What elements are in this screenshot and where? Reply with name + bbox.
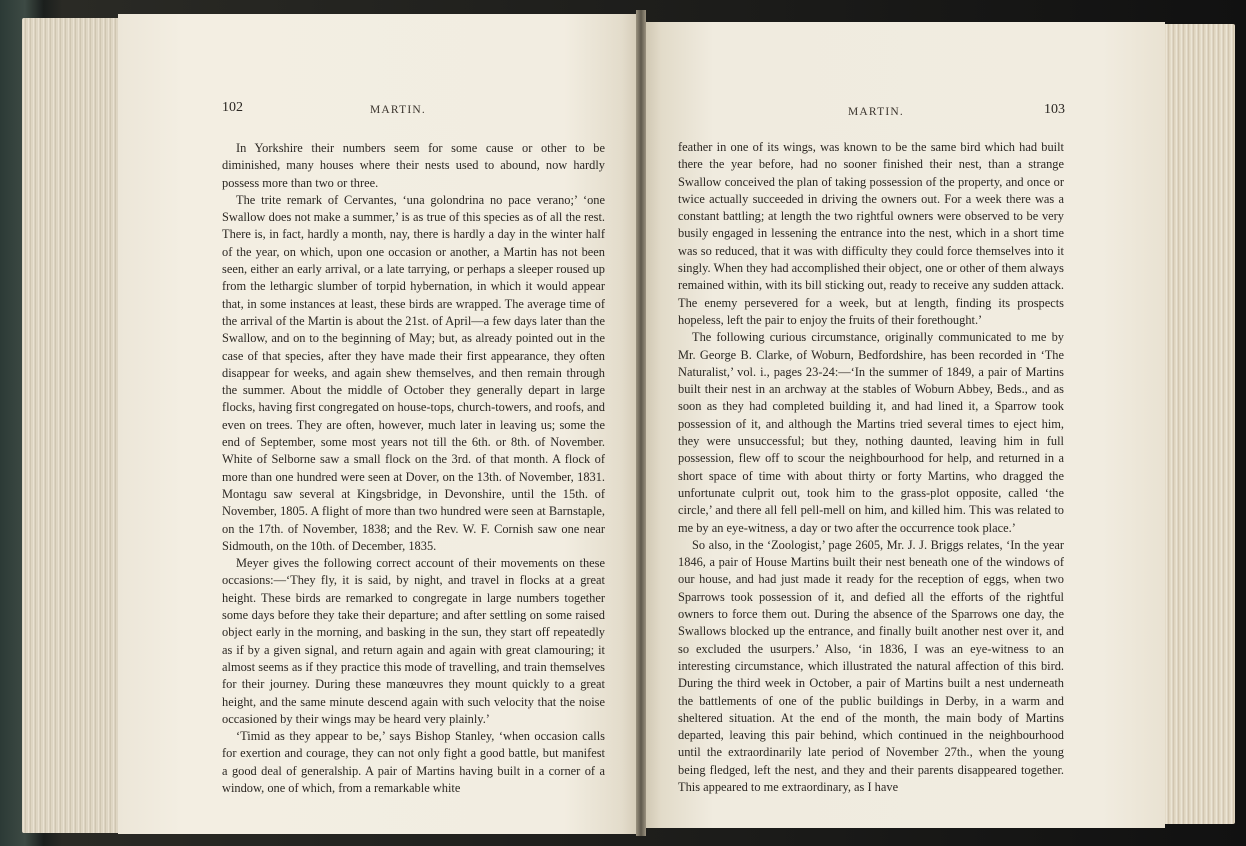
book-gutter <box>636 10 646 836</box>
paragraph: The following curious circumstance, originally communicated to me by Mr. George B. Clarke, of Woburn, Bedfordshire, has been recorded in ‘The Naturalist,’ vol. i., pages 23-24:—‘In the summer of 1849, a pair of Martins built their nest in an archway at the stables of Woburn Abbey, Beds., and as soon as they had completed building it, and had lined it, a Sparrow took possession of it, and although the Martins tried several times to eject him, they were unsuccessful; but they, nothing daunted, leaving him in full possession, flew off to scour the neighbourhood for help, and returned in a short space of time with about thirty or forty Martins, who dragged the unfortunate culprit out, took him to the grass-plot opposite, called ‘the circle,’ and there all fell pell-mell on him, and killed him. This was related to me by an eye-witness, a day or two after the occurrence took place.’ <box>678 330 1064 535</box>
paragraph: Meyer gives the following correct account of their movements on these occasions:—‘They fly, it is said, by night, and travel in flocks at a great height. These birds are remarked to congregate in large numbers together some days before they take their departure; and after settling on some raised object early in the morning, and basking in the sun, they start off repeatedly as if by a given signal, and return again and again with great clamouring; it almost seems as if they practice this mode of travelling, and train themselves for their journey. During these manœuvres they mount quickly to a great height, and the same minute descend again with such velocity that the noise occasioned by their wings may be heard very plainly.’ <box>222 556 605 726</box>
paragraph: So also, in the ‘Zoologist,’ page 2605, Mr. J. J. Briggs relates, ‘In the year 1846, a pair of House Martins built their nest beneath one of the windows of our house, and had just made it ready for the reception of eggs, when two Sparrows took possession of it, and defied all the efforts of the rightful owners to force them out. During the absence of the Sparrows one day, the Swallows blocked up the entrance, and finally built another nest over it, and so excluded the usurpers.’ Also, ‘in 1836, I was an eye-witness to an interesting circumstance, which illustrated the natural affection of this bird. During the third week in October, a pair of Martins built a nest underneath the battlements of one of the public buildings in Derby, in a warm and sheltered situation. At the end of the month, the main body of Martins departed, leaving this pair behind, which continued in the neighbourhood until the extraordinarily late period of November 27th., when the young being fledged, left the nest, and they and their parents disappeared together. This appeared to me extraordinary, as I have <box>678 537 1064 794</box>
left-page-text <box>222 140 605 797</box>
right-page-text <box>678 139 1064 796</box>
left-page-edges <box>22 18 122 833</box>
running-head-left: MARTIN. <box>370 104 426 116</box>
right-page <box>640 22 1165 828</box>
paragraph: The trite remark of Cervantes, ‘una golondrina no pace verano;’ ‘one Swallow does not make a summer,’ is as true of this species as of all the rest. There is, in fact, hardly a month, nay, there is hardly a day in the winter half of the year, on which, upon one occasion or another, a Martin has not been seen, either an early arrival, or a late tarrying, or perhaps a sleeper roused up from the lethargic slumber of torpid hybernation, in which it would appear that, in some instances at least, these birds are wrapped. The average time of the arrival of the Martin is about the 21st. of April—a few days later than the Swallow, and on to the beginning of May; but, as already pointed out in the case of that species, after they have made their first appearance, they often disappear for weeks, and again shew themselves, and then remain through the summer. About the middle of October they generally depart in large flocks, having first congregated on house-tops, church-towers, and roofs, and even on trees. They are often, however, much later in leaving us; some the end of September, some most years not till the 6th. or 8th. of November. White of Selborne saw a small flock on the 3rd. of that month. A flock of more than one hundred were seen at Dover, on the 13th. of November, 1831. Montagu saw several at Kingsbridge, in Devonshire, until the 15th. of November, 1805. A flight of more than two hundred were seen at Barnstaple, on the 17th. of November, 1838; and the Rev. W. F. Cornish saw one near Sidmouth, on the 10th. of December, 1835. <box>222 192 605 553</box>
paragraph: ‘Timid as they appear to be,’ says Bishop Stanley, ‘when occasion calls for exertion and courage, they can not only fight a good battle, but manifest a good deal of generalship. A pair of Martins having built in a corner of a window, one of which, from a remarkable white <box>222 729 605 795</box>
left-page <box>118 14 643 834</box>
paragraph: feather in one of its wings, was known to be the same bird which had built there the year before, had no sooner finished their nest, than a strange Swallow conceived the plan of taking possession of the property, and once or twice actually succeeded in driving the owners out. For a week there was a constant battling; at length the two rightful owners were observed to be very busily engaged in lessening the entrance into the nest, which in a short time was so reduced, that it was with difficulty they could force themselves into it singly. When they had accomplished their object, one or other of them always remained within, with its bill sticking out, ready to receive any sudden attack. The enemy persevered for a week, but at length, finding its prospects hopeless, left the pair to enjoy the fruits of their forethought.’ <box>678 140 1064 327</box>
paragraph: In Yorkshire their numbers seem for some cause or other to be diminished, many houses where their nests used to abound, now hardly possess more than two or three. <box>222 141 605 190</box>
page-number-right: 103 <box>1044 102 1065 117</box>
page-number-left: 102 <box>222 100 243 115</box>
running-head-right: MARTIN. <box>848 106 904 118</box>
